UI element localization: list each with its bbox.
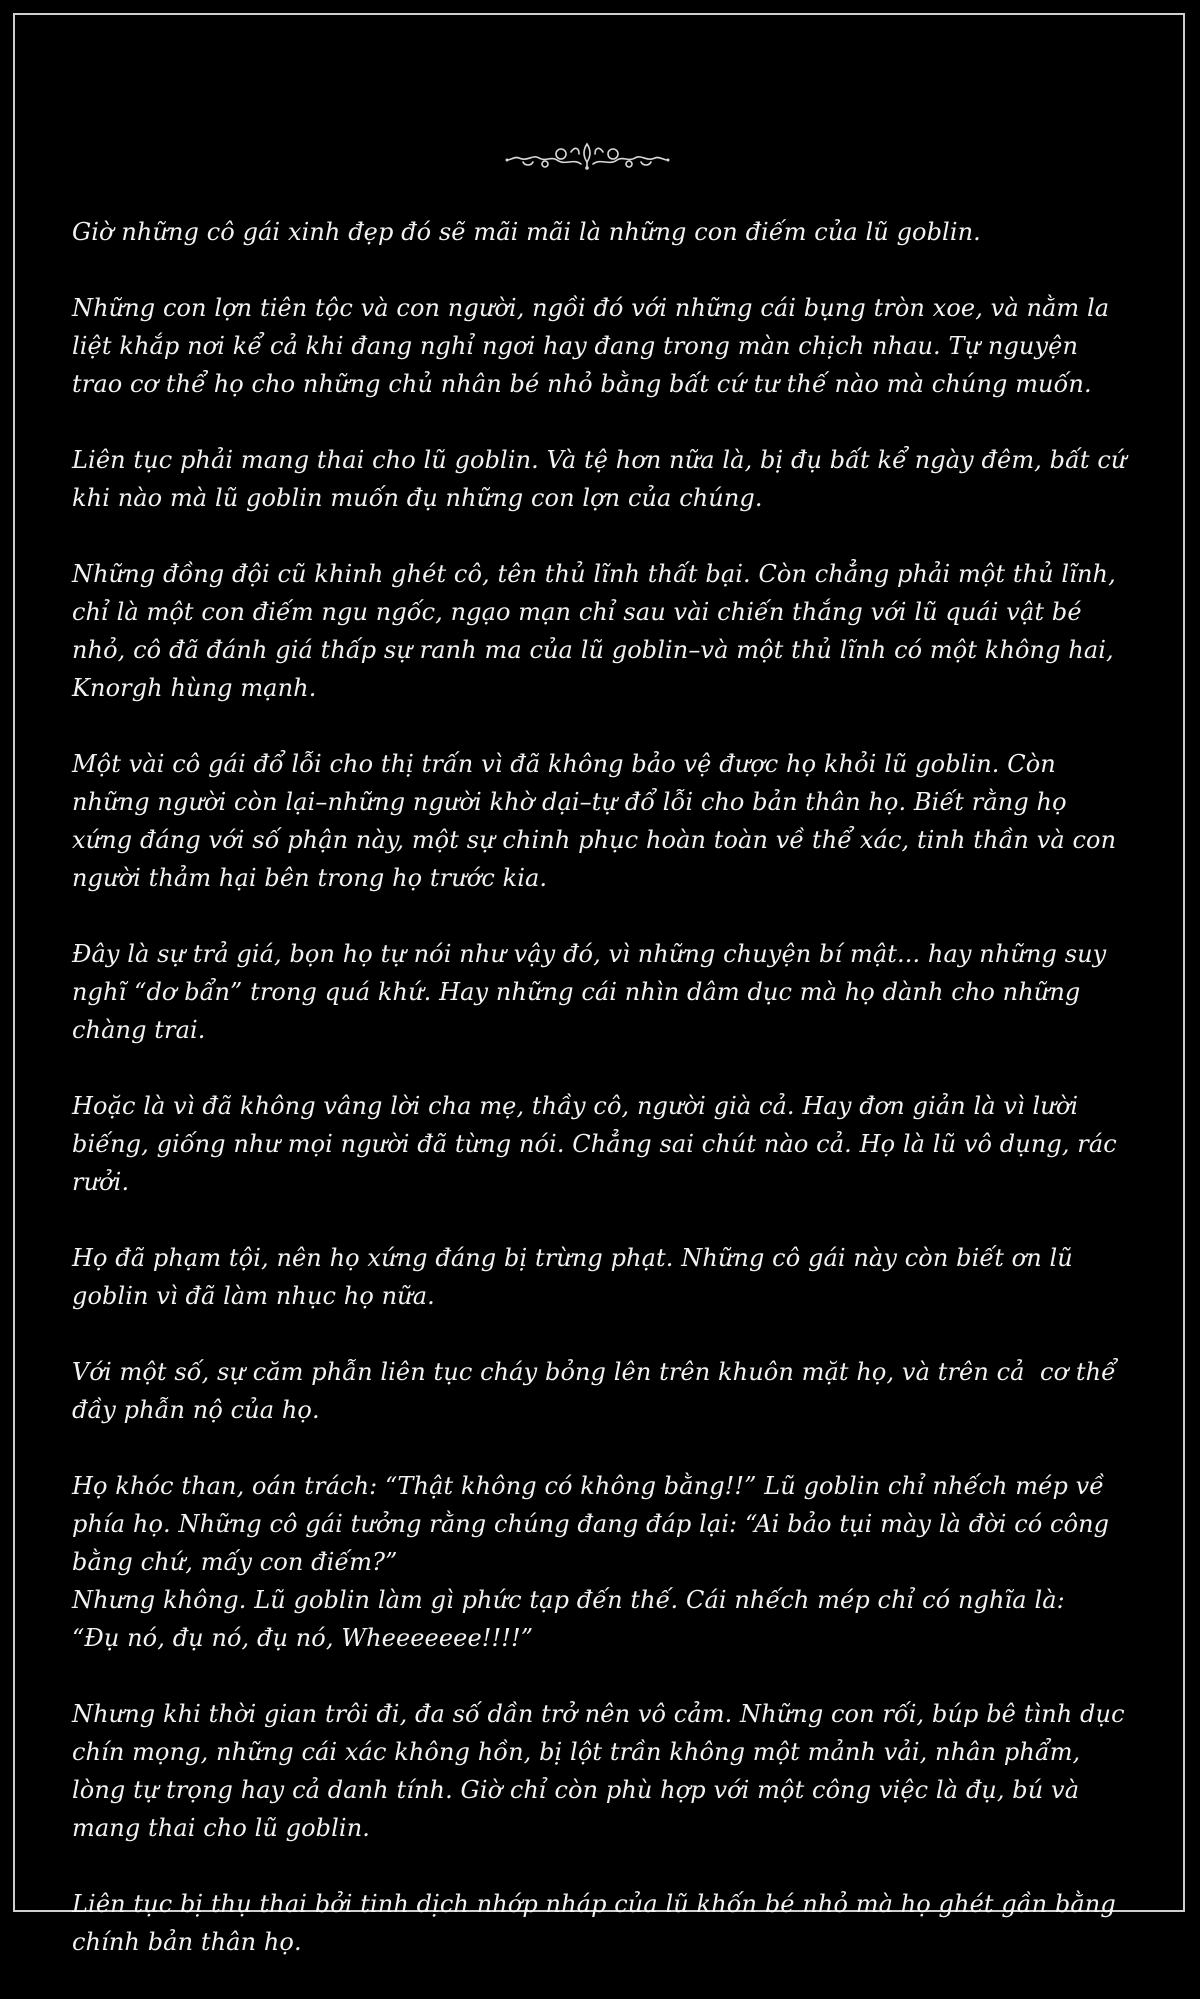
paragraph-13: Liên tục bị thụ thai bởi tinh dịch nhớp nháp của lũ khốn bé nhỏ mà họ ghét gần bằng chính bản thân họ. bbox=[72, 1890, 1124, 1956]
paragraph-8: Họ đã phạm tội, nên họ xứng đáng bị trừng phạt. Những cô gái này còn biết ơn lũ goblin vì đã làm nhục họ nữa. bbox=[72, 1244, 1081, 1310]
flourish-divider-icon bbox=[505, 140, 670, 172]
paragraph-4: Những đồng đội cũ khinh ghét cô, tên thủ lĩnh thất bại. Còn chẳng phải một thủ lĩnh, chỉ là một con điếm ngu ngốc, ngạo mạn chỉ sau vài chiến thắng với lũ quái vật bé nhỏ, cô đã đánh giá thấp sự ranh ma của lũ goblin–và một thủ lĩnh có một không hai, Knorgh hùng mạnh. bbox=[72, 560, 1124, 702]
paragraph-2: Những con lợn tiên tộc và con người, ngồi đó với những cái bụng tròn xoe, và nằm la liệt khắp nơi kể cả khi đang nghỉ ngơi hay đang trong màn chịch nhau. Tự nguyện trao cơ thể họ cho những chủ nhân bé nhỏ bằng bất cứ tư thế nào mà chúng muốn. bbox=[72, 294, 1117, 398]
paragraph-9: Với một số, sự căm phẫn liên tục cháy bỏng lên trên khuôn mặt họ, và trên cả cơ thể đầy phẫn nộ của họ. bbox=[72, 1358, 1124, 1424]
paragraph-6: Đây là sự trả giá, bọn họ tự nói như vậy đó, vì những chuyện bí mật... hay những suy nghĩ “dơ bẩn” trong quá khứ. Hay những cái nhìn dâm dục mà họ dành cho những chàng trai. bbox=[72, 940, 1115, 1044]
paragraph-7: Hoặc là vì đã không vâng lời cha mẹ, thầy cô, người già cả. Hay đơn giản là vì lười biếng, giống như mọi người đã từng nói. Chẳng sai chút nào cả. Họ là lũ vô dụng, rác rưởi. bbox=[72, 1092, 1125, 1196]
paragraph-12: Nhưng khi thời gian trôi đi, đa số dần trở nên vô cảm. Những con rối, búp bê tình dục chín mọng, những cái xác không hồn, bị lột trần không một mảnh vải, nhân phẩm, lòng tự trọng hay cả danh tính. Giờ chỉ còn phù hợp với một công việc là đụ, bú và mang thai cho lũ goblin. bbox=[72, 1700, 1133, 1842]
paragraph-5: Một vài cô gái đổ lỗi cho thị trấn vì đã không bảo vệ được họ khỏi lũ goblin. Còn những người còn lại–những người khờ dại–tự đổ lỗi cho bản thân họ. Biết rằng họ xứng đáng với số phận này, một sự chinh phục hoàn toàn về thể xác, tinh thần và con người thảm hại bên trong họ trước kia. bbox=[72, 750, 1124, 892]
paragraph-11: Nhưng không. Lũ goblin làm gì phức tạp đến thế. Cái nhếch mép chỉ có nghĩa là: “Đụ nó, đụ nó, đụ nó, Wheeeeeee!!!!” bbox=[72, 1586, 1065, 1652]
paragraph-10: Họ khóc than, oán trách: “Thật không có không bằng!!” Lũ goblin chỉ nhếch mép về phía họ. Những cô gái tưởng rằng chúng đang đáp lại: “Ai bảo tụi mày là đời có công bằng chứ, mấy con điếm?” bbox=[72, 1472, 1117, 1576]
paragraph-3: Liên tục phải mang thai cho lũ goblin. Và tệ hơn nữa là, bị đụ bất kể ngày đêm, bất cứ khi nào mà lũ goblin muốn đụ những con lợn của chúng. bbox=[72, 446, 1135, 512]
story-text bbox=[72, 213, 1135, 1999]
paragraph-1: Giờ những cô gái xinh đẹp đó sẽ mãi mãi là những con điếm của lũ goblin. bbox=[72, 218, 981, 246]
